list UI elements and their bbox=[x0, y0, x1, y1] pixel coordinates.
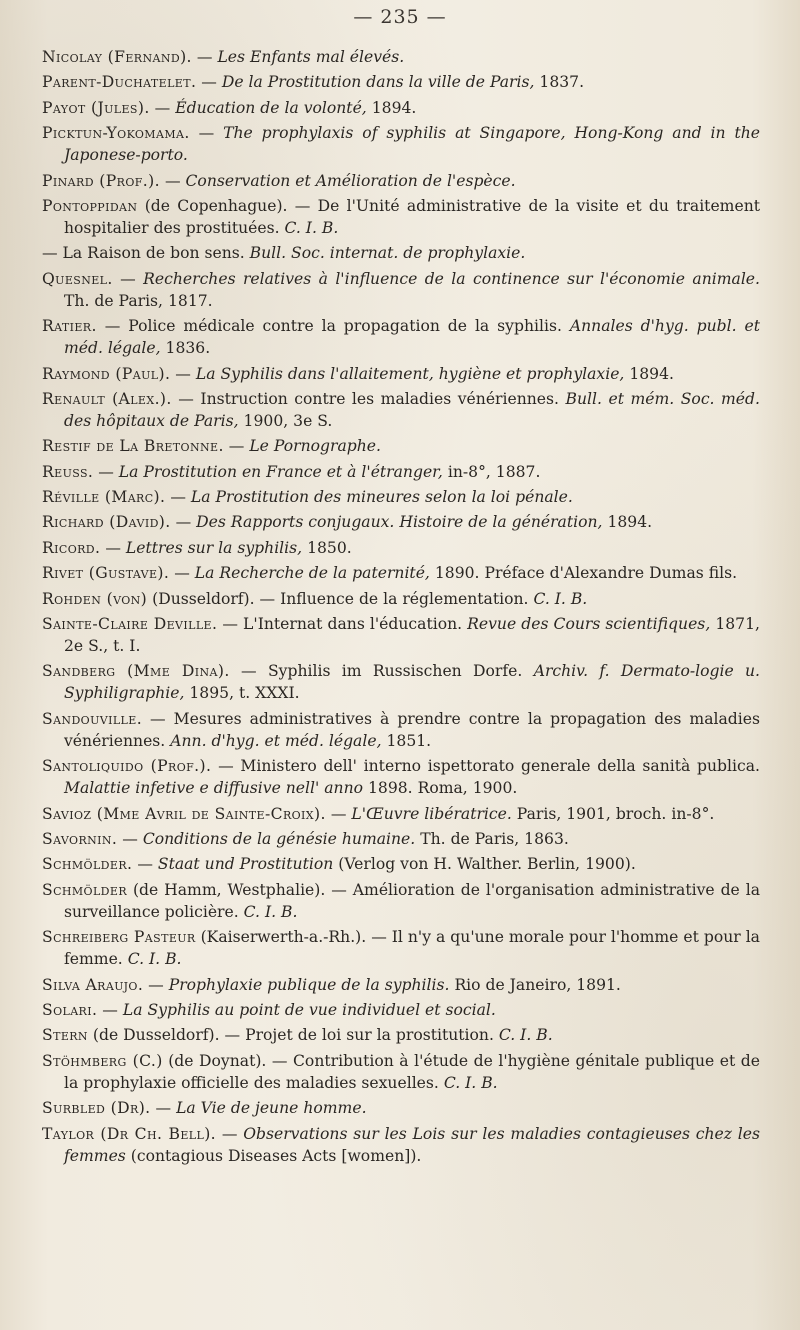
entry-text: (de Copenhague). — De l'Unité administrative de la visite et du traitement hospitalier des prostituées. bbox=[64, 196, 760, 237]
entry-author: Quesnel. bbox=[42, 269, 113, 288]
bibliography-entry bbox=[42, 660, 760, 704]
entry-title: La Syphilis au point de vue individuel et social. bbox=[122, 1000, 496, 1019]
entry-title: La Prostitution en France et à l'étranger, bbox=[118, 462, 443, 481]
bibliography-entry bbox=[42, 828, 760, 850]
entry-details: Th. de Paris, 1863. bbox=[415, 829, 569, 848]
entry-title: C. I. B. bbox=[498, 1026, 553, 1045]
entry-details: (contagious Diseases Acts [women]). bbox=[125, 1146, 422, 1165]
entry-details: 1850. bbox=[302, 538, 352, 557]
entry-text: — bbox=[165, 488, 191, 507]
entry-text: — bbox=[325, 804, 352, 823]
entry-details: Rio de Janeiro, 1891. bbox=[449, 975, 621, 994]
entry-title: The prophylaxis of syphilis at Singapore, Hong-Kong and in the Japonese-porto. bbox=[64, 124, 760, 165]
bibliography-entry bbox=[42, 974, 760, 996]
bibliography-entry bbox=[42, 195, 760, 239]
entry-title: La Syphilis dans l'allaitement, hygiène et prophylaxie, bbox=[195, 364, 625, 383]
entry-author: Schmölder bbox=[42, 880, 128, 899]
entry-author: Renault (Alex.). bbox=[42, 389, 172, 408]
entry-title: Recherches relatives à l'influence de la continence sur l'économie animale. bbox=[143, 269, 760, 288]
entry-text: — bbox=[117, 829, 143, 848]
entry-author: Rohden (von) bbox=[42, 589, 148, 608]
entry-title: Annales d'hyg. publ. et méd. légale, bbox=[64, 317, 760, 358]
entry-text: — bbox=[143, 975, 169, 994]
entry-text: — bbox=[170, 513, 197, 532]
entry-author: Silva Araujo. bbox=[42, 975, 144, 994]
entry-author: Pinard (Prof.). bbox=[42, 171, 160, 190]
entry-author: Rivet (Gustave). bbox=[42, 564, 170, 583]
entry-text: — bbox=[170, 364, 196, 383]
entry-text: — Syphilis im Russischen Dorfe. bbox=[229, 662, 534, 681]
entry-text: — bbox=[150, 1099, 177, 1118]
entry-text: — bbox=[189, 124, 224, 143]
bibliography-entry bbox=[42, 315, 760, 359]
bibliography-entry bbox=[42, 461, 760, 483]
entry-author: Richard (David). bbox=[42, 513, 171, 532]
entry-title: Éducation de la volonté, bbox=[175, 98, 367, 117]
entry-text: — L'Internat dans l'éducation. bbox=[217, 615, 468, 634]
entry-text: — La Raison de bon sens. bbox=[42, 244, 250, 263]
bibliography-entry bbox=[42, 388, 760, 432]
entry-text: — bbox=[223, 437, 250, 456]
entry-text: — bbox=[169, 564, 195, 583]
entry-title: Archiv. f. Dermato-logie u. Syphiligraphie, bbox=[64, 662, 761, 703]
bibliography-entry bbox=[42, 435, 760, 457]
entry-author: Reuss. bbox=[42, 462, 94, 481]
entry-title: Le Pornographe. bbox=[249, 437, 381, 456]
bibliography-entry bbox=[42, 999, 760, 1021]
bibliography-entry bbox=[42, 1024, 760, 1046]
entry-title: La Prostitution des mineures selon la loi pénale. bbox=[190, 488, 573, 507]
entry-author: Ricord. bbox=[42, 538, 101, 557]
entry-title: Conservation et Amélioration de l'espèce. bbox=[185, 171, 516, 190]
entry-title: Conditions de la génésie humaine. bbox=[142, 829, 416, 848]
bibliography-entry bbox=[42, 537, 760, 559]
bibliography-entry bbox=[42, 1123, 760, 1167]
entry-details: Paris, 1901, broch. in-8°. bbox=[511, 804, 715, 823]
entry-author: Stöhmberg (C.) bbox=[42, 1051, 163, 1070]
entry-title: Bull. et mém. Soc. méd. des hôpitaux de Paris, bbox=[64, 389, 760, 430]
entry-author: Stern bbox=[42, 1026, 88, 1045]
entry-text: (Kaiserwerth-a.-Rh.). — Il n'y a qu'une morale pour l'homme et pour la femme. bbox=[64, 928, 760, 969]
entry-author: Schmölder. bbox=[42, 855, 133, 874]
entry-title: Les Enfants mal élevés. bbox=[217, 48, 405, 66]
entry-title: Revue des Cours scientifiques, bbox=[467, 615, 711, 634]
entry-details: 1890. Préface d'Alexandre Dumas fils. bbox=[429, 564, 738, 583]
entry-title: C. I. B. bbox=[243, 902, 298, 921]
entry-author: Parent-Duchatelet. bbox=[42, 73, 197, 92]
bibliography-entry bbox=[42, 486, 760, 508]
entry-details: 1898. Roma, 1900. bbox=[363, 779, 518, 798]
entry-title: Ann. d'hyg. et méd. légale, bbox=[170, 731, 382, 750]
entry-author: Réville (Marc). bbox=[42, 488, 166, 507]
entry-details: (Verlog von H. Walther. Berlin, 1900). bbox=[333, 855, 636, 874]
entry-author: Raymond (Paul). bbox=[42, 364, 171, 383]
entry-text: — bbox=[191, 48, 218, 66]
entry-details: 1894. bbox=[366, 98, 417, 117]
entry-details: 1871, 2e S., t. I. bbox=[64, 615, 760, 656]
bibliography-entry bbox=[42, 1097, 760, 1119]
bibliography-entry bbox=[42, 242, 760, 264]
entry-author: Pontoppidan bbox=[42, 196, 138, 215]
entry-title: Des Rapports conjugaux. Histoire de la génération, bbox=[196, 513, 603, 532]
entry-text: — Police médicale contre la propagation de la syphilis. bbox=[96, 317, 570, 336]
entry-text: — bbox=[93, 462, 119, 481]
bibliography-entry bbox=[42, 122, 760, 166]
entry-author: Restif de La Bretonne. bbox=[42, 437, 224, 456]
entry-text: — bbox=[100, 538, 126, 557]
bibliography-entry bbox=[42, 97, 760, 119]
entry-text: — bbox=[97, 1000, 123, 1019]
entry-author: Picktun-Yokomama. bbox=[42, 124, 190, 143]
entry-title: Prophylaxie publique de la syphilis. bbox=[168, 975, 450, 994]
bibliography-entry bbox=[42, 926, 760, 970]
entry-title: C. I. B. bbox=[284, 218, 339, 237]
bibliography-entry bbox=[42, 363, 760, 385]
entry-title: Malattie infetive e diffusive nell' anno bbox=[64, 779, 364, 798]
entry-title: C. I. B. bbox=[443, 1073, 498, 1092]
bibliography-entry bbox=[42, 803, 760, 825]
entry-author: Savornin. bbox=[42, 829, 118, 848]
page-number: — 235 — bbox=[353, 6, 447, 28]
entry-author: Solari. bbox=[42, 1000, 98, 1019]
entry-title: La Vie de jeune homme. bbox=[176, 1099, 367, 1118]
entry-title: La Recherche de la paternité, bbox=[194, 564, 430, 583]
entry-text: — Ministero dell' interno ispettorato generale della sanità publica. bbox=[211, 757, 760, 776]
bibliography-entry bbox=[42, 511, 760, 533]
entry-author: Taylor (Dr Ch. Bell). bbox=[42, 1124, 217, 1143]
entry-author: Santoliquido (Prof.). bbox=[42, 757, 212, 776]
entry-title: Bull. Soc. internat. de prophylaxie. bbox=[249, 244, 526, 263]
entry-author: Surbled (Dr). bbox=[42, 1099, 151, 1118]
entry-author: Ratier. bbox=[42, 317, 97, 336]
entry-title: Staat und Prostitution bbox=[157, 855, 334, 874]
entry-text: — bbox=[112, 269, 144, 288]
entry-author: Sainte-Claire Deville. bbox=[42, 615, 218, 634]
entry-details: 1895, t. XXXI. bbox=[184, 684, 300, 703]
entry-text: — Instruction contre les maladies vénériennes. bbox=[171, 389, 566, 408]
entry-title: L'Œuvre libératrice. bbox=[351, 804, 512, 823]
bibliography-entry bbox=[42, 268, 760, 312]
bibliography-entry bbox=[42, 853, 760, 875]
bibliography-entry bbox=[42, 46, 760, 68]
entry-text: — bbox=[132, 855, 158, 874]
bibliography-entry bbox=[42, 755, 760, 799]
entry-details: 1900, 3e S. bbox=[238, 411, 333, 430]
bibliography-list bbox=[42, 46, 760, 1170]
bibliography-entry bbox=[42, 170, 760, 192]
bibliography-entry bbox=[42, 708, 760, 752]
entry-details: 1851. bbox=[381, 731, 432, 750]
bibliography-entry bbox=[42, 1050, 760, 1094]
bibliography-entry bbox=[42, 879, 760, 923]
entry-title: Observations sur les Lois sur les maladies contagieuses chez les femmes bbox=[64, 1124, 761, 1165]
entry-text: (de Hamm, Westphalie). — Amélioration de l'organisation administrative de la surveillance policière. bbox=[64, 880, 760, 921]
entry-author: Sandberg (Mme Dina). bbox=[42, 662, 230, 681]
entry-text: — bbox=[196, 73, 222, 92]
bibliography-entry bbox=[42, 562, 760, 584]
entry-author: Payot (Jules). bbox=[42, 98, 150, 117]
entry-text: — bbox=[149, 98, 176, 117]
bibliography-entry bbox=[42, 588, 760, 610]
entry-text: — bbox=[216, 1124, 244, 1143]
entry-details: 1837. bbox=[534, 73, 585, 92]
entry-text: (de Doynat). — Contribution à l'étude de l'hygiène génitale publique et de la prophylaxie officielle des maladies sexuelles. bbox=[64, 1051, 760, 1092]
bibliography-entry bbox=[42, 71, 760, 93]
entry-text: — bbox=[159, 171, 186, 190]
entry-title: Lettres sur la syphilis, bbox=[125, 538, 303, 557]
entry-author: Savioz (Mme Avril de Sainte-Croix). bbox=[42, 804, 326, 823]
entry-text: — Mesures administratives à prendre contre la propagation des maladies vénériennes. bbox=[64, 709, 760, 750]
entry-author: Schreiberg Pasteur bbox=[42, 928, 196, 947]
entry-details: 1894. bbox=[624, 364, 674, 383]
entry-text: (Dusseldorf). — Influence de la réglementation. bbox=[147, 589, 534, 608]
entry-title: De la Prostitution dans la ville de Paris, bbox=[221, 73, 535, 92]
entry-details: Th. de Paris, 1817. bbox=[64, 291, 213, 310]
entry-details: in-8°, 1887. bbox=[442, 462, 541, 481]
entry-title: C. I. B. bbox=[127, 950, 182, 969]
entry-text: (de Dusseldorf). — Projet de loi sur la prostitution. bbox=[87, 1026, 499, 1045]
entry-author: Nicolay (Fernand). bbox=[42, 48, 192, 66]
bibliography-entry bbox=[42, 613, 760, 657]
entry-author: Sandouville. bbox=[42, 709, 143, 728]
entry-title: C. I. B. bbox=[533, 589, 588, 608]
entry-details: 1836. bbox=[160, 339, 211, 358]
entry-details: 1894. bbox=[602, 513, 653, 532]
